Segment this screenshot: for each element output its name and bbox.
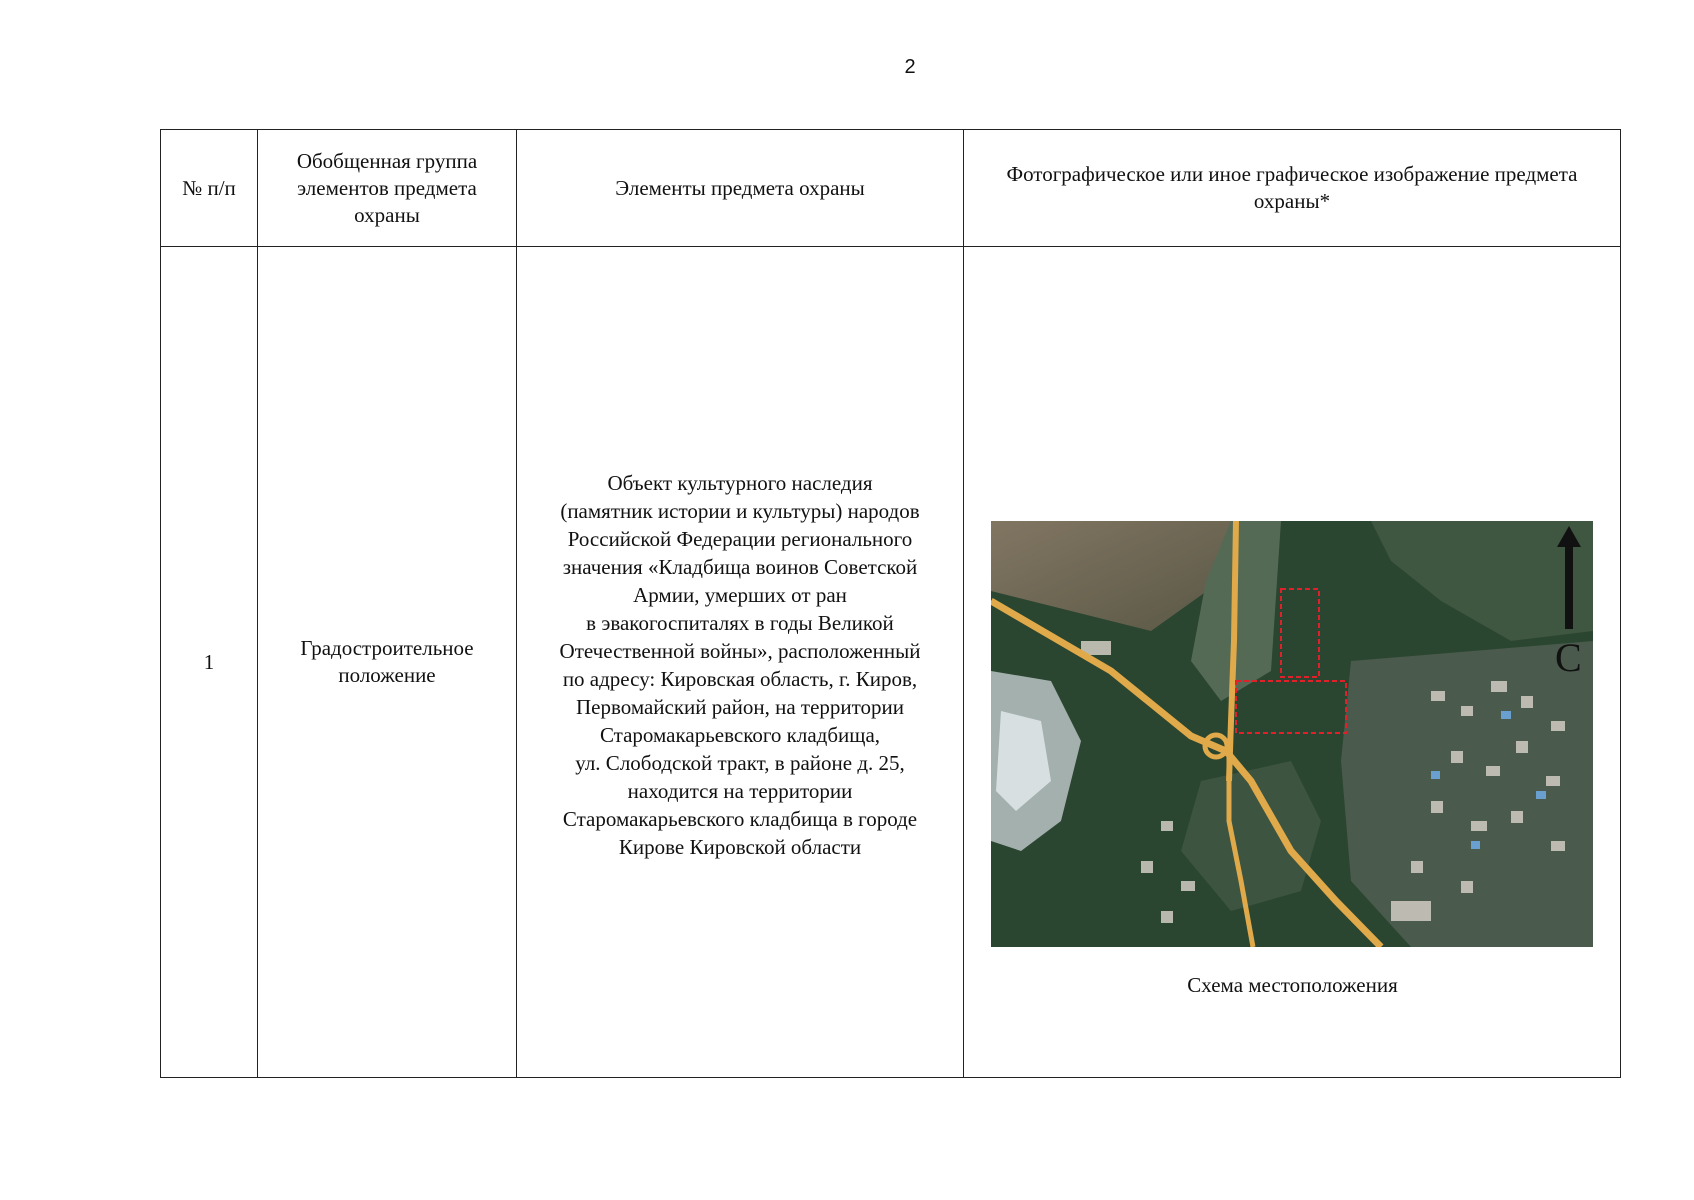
elements-line: Армии, умерших от ран xyxy=(633,583,847,607)
elements-line: значения «Кладбища воинов Советской xyxy=(562,555,918,579)
header-image: Фотографическое или иное графическое изображение предмета охраны* xyxy=(964,130,1621,247)
elements-line: находится на территории xyxy=(627,779,853,803)
elements-line: Объект культурного наследия xyxy=(607,471,873,495)
row-elements xyxy=(517,247,964,1078)
elements-line: в эвакогоспиталях в годы Великой xyxy=(586,611,894,635)
north-label: С xyxy=(1555,635,1582,680)
table-row xyxy=(161,247,1621,1078)
elements-line: ул. Слободской тракт, в районе д. 25, xyxy=(575,751,905,775)
protection-table xyxy=(160,129,1621,1078)
image-caption: Схема местоположения xyxy=(1187,973,1398,997)
elements-line: Старомакарьевского кладбища, xyxy=(599,723,881,747)
elements-line: (памятник истории и культуры) народов xyxy=(560,499,920,523)
elements-text xyxy=(517,469,963,861)
elements-line: Первомайский район, на территории xyxy=(575,695,905,719)
location-map xyxy=(991,521,1593,947)
row-group: Градостроительное положение xyxy=(258,247,517,1078)
header-group: Обобщенная группа элементов предмета охраны xyxy=(258,130,517,247)
page-number: 2 xyxy=(904,56,916,78)
header-number: № п/п xyxy=(161,130,258,247)
header-elements: Элементы предмета охраны xyxy=(517,130,964,247)
row-number: 1 xyxy=(161,247,258,1078)
elements-line: Российской Федерации регионального xyxy=(567,527,913,551)
row-image-cell xyxy=(964,247,1621,1078)
elements-line: Кирове Кировской области xyxy=(618,835,862,859)
elements-line: по адресу: Кировская область, г. Киров, xyxy=(562,667,918,691)
elements-line: Отечественной войны», расположенный xyxy=(559,639,921,663)
elements-line: Старомакарьевского кладбища в городе xyxy=(562,807,918,831)
table-header-row xyxy=(161,130,1621,247)
